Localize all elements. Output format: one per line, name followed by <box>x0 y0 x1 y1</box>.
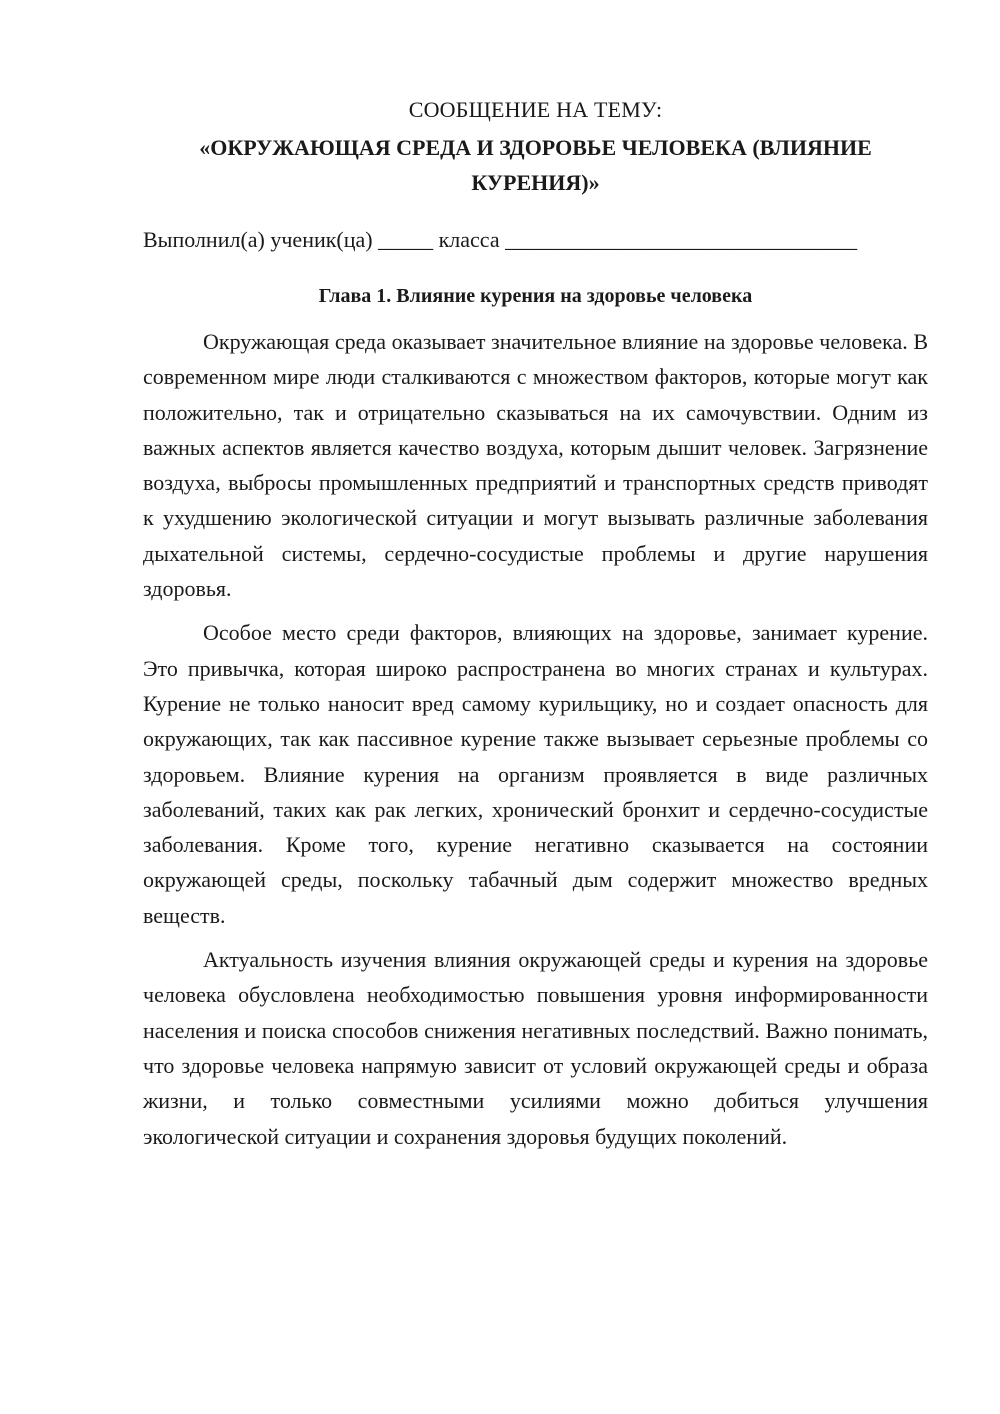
document-title: «ОКРУЖАЮЩАЯ СРЕДА И ЗДОРОВЬЕ ЧЕЛОВЕКА (ВЛИЯНИЕ КУРЕНИЯ)» <box>199 135 872 195</box>
document-type-heading: СООБЩЕНИЕ НА ТЕМУ: <box>408 97 663 122</box>
body-paragraph-1: Окружающая среда оказывает значительное влияние на здоровье человека. В современном мире люди сталкиваются с множеством факторов, которые могут как положительно, так и отрицательно сказываться на их самочувствии. Одним из важных аспектов является качество воздуха, которым дышит человек. Загрязнение воздуха, выбросы промышленных предприятий и транспортных средств приводят к ухудшению экологической ситуации и могут вызывать различные заболевания дыхательной системы, сердечно-сосудистые проблемы и другие нарушения здоровья. <box>143 329 928 602</box>
chapter-title: Глава 1. Влияние курения на здоровье человека <box>318 285 753 307</box>
body-paragraph-3: Актуальность изучения влияния окружающей среды и курения на здоровье человека обусловлена необходимостью повышения уровня информированности населения и поиска способов снижения негативных последствий. Важно понимать, что здоровье человека напрямую зависит от условий окружающей среды и образа жизни, и только совместными усилиями можно добиться улучшения экологической ситуации и сохранения здоровья будущих поколений. <box>143 947 928 1149</box>
document-page <box>143 92 928 1163</box>
author-line: Выполнил(а) ученик(ца) _____ класса ________________________________ <box>143 227 858 252</box>
body-paragraph-2: Особое место среди факторов, влияющих на здоровье, занимает курение. Это привычка, которая широко распространена во многих странах и культурах. Курение не только наносит вред самому курильщику, но и создает опасность для окружающих, так как пассивное курение также вызывает серьезные проблемы со здоровьем. Влияние курения на организм проявляется в виде различных заболеваний, таких как рак легких, хронический бронхит и сердечно-сосудистые заболевания. Кроме того, курение негативно сказывается на состоянии окружающей среды, поскольку табачный дым содержит множество вредных веществ. <box>143 620 928 928</box>
